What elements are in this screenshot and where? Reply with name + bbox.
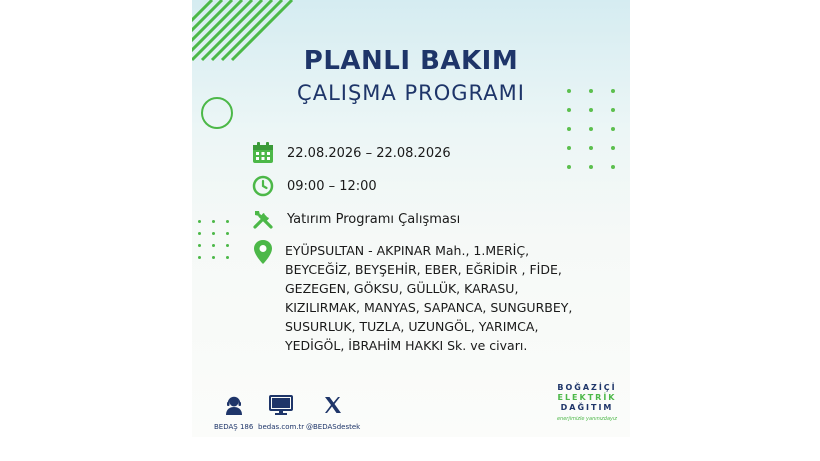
work-type: Yatırım Programı Çalışması (287, 211, 461, 227)
work-type-row (252, 208, 460, 230)
tools-icon (252, 208, 274, 230)
address-line: BEYCEĞİZ, BEYŞEHİR, EBER, EĞRİDİR , FİDE, (285, 262, 562, 277)
page-title: PLANLI BAKIM (303, 46, 519, 76)
clock-icon (252, 175, 274, 197)
social-handle-label: @BEDASdestek (306, 423, 361, 431)
address-line: GEZEGEN, GÖKSU, GÜLLÜK, KARASU, (285, 281, 519, 296)
headset-icon (223, 395, 245, 419)
address-list (285, 241, 572, 355)
time-range: 09:00 – 12:00 (287, 178, 377, 194)
call-center-label: BEDAŞ 186 (214, 423, 254, 431)
website-label: bedas.com.tr (258, 423, 305, 431)
footer-social (306, 395, 360, 431)
decorative-dot-grid-left (198, 220, 229, 259)
footer-website (258, 395, 304, 431)
calendar-icon (252, 142, 274, 164)
monitor-icon (269, 395, 293, 419)
x-logo-icon (323, 395, 343, 419)
company-logo: BOĞAZİÇİ ELEKTRİK DAĞITIM enerjimizle yanınızdayız (556, 383, 618, 422)
time-row (252, 175, 377, 197)
date-range: 22.08.2026 – 22.08.2026 (287, 145, 451, 161)
date-row (252, 142, 451, 164)
address-line: KIZILIRMAK, MANYAS, SAPANCA, SUNGURBEY, (285, 300, 573, 315)
address-line: SUSURLUK, TUZLA, UZUNGÖL, YARIMCA, (285, 319, 539, 334)
address-line: YEDİGÖL, İBRAHİM HAKKI Sk. ve civarı. (285, 338, 528, 353)
page-subtitle: ÇALIŞMA PROGRAMI (297, 81, 525, 105)
map-pin-icon (252, 241, 274, 263)
address-line: EYÜPSULTAN - AKPINAR Mah., 1.MERİÇ, (285, 243, 530, 258)
maintenance-announcement-card (192, 0, 630, 437)
footer-call-center (214, 395, 253, 431)
location-row (252, 241, 287, 263)
